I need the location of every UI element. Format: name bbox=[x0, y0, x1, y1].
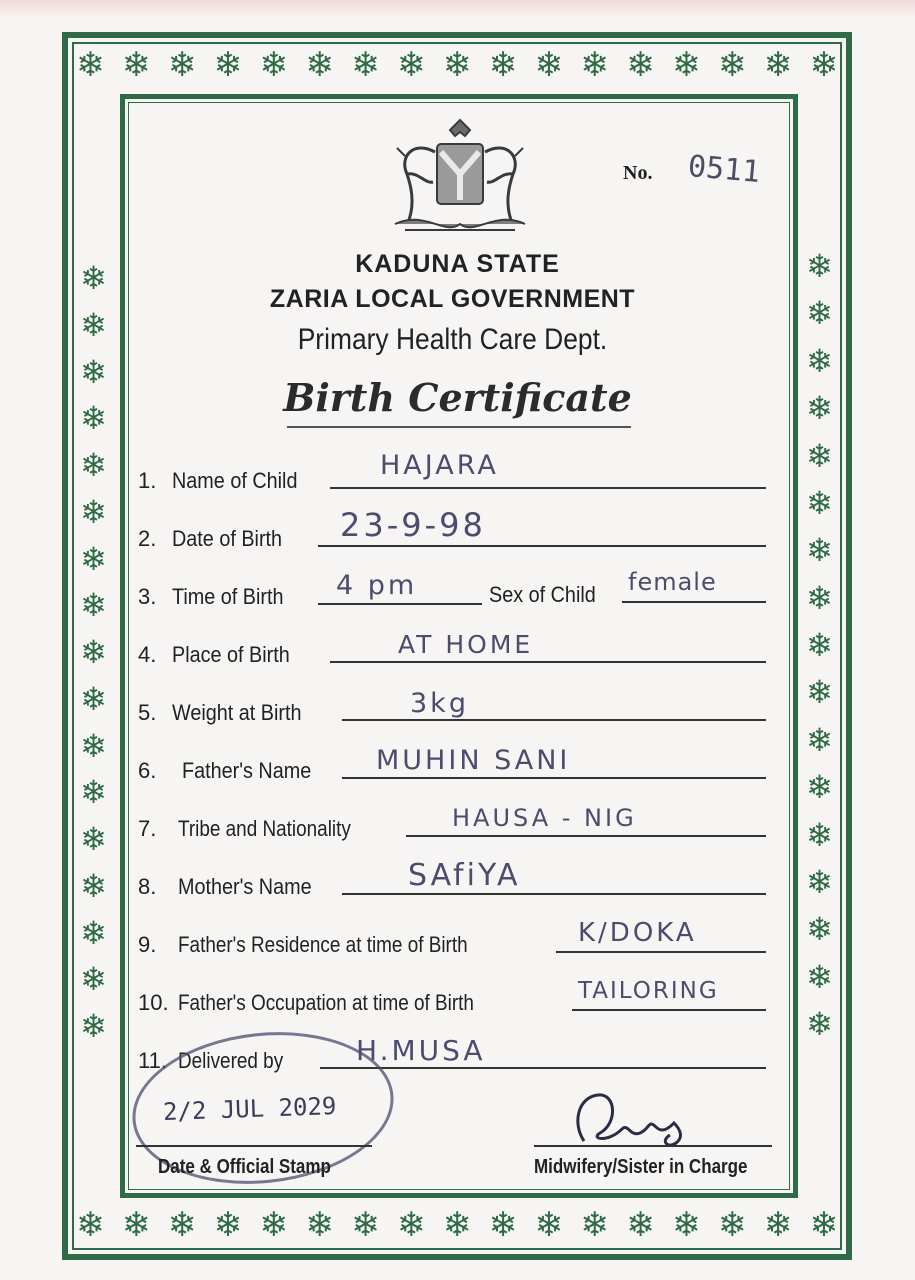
field-label: Father's Residence at time of Birth bbox=[178, 932, 468, 957]
field-number: 11. bbox=[138, 1048, 167, 1073]
field-label: Father's Occupation at time of Birth bbox=[178, 990, 474, 1015]
snowflake-ornament-icon: ❄ bbox=[76, 1205, 105, 1245]
signature bbox=[564, 1083, 704, 1153]
snowflake-ornament-icon: ❄ bbox=[213, 45, 243, 85]
snowflake-ornament-icon: ❄ bbox=[80, 726, 107, 765]
snowflake-ornament-icon: ❄ bbox=[717, 1205, 747, 1245]
date-stamp-caption: Date & Official Stamp bbox=[158, 1156, 331, 1178]
field-tribe-nationality bbox=[138, 806, 379, 842]
sex-of-child-label-wrap bbox=[489, 572, 608, 608]
field-line bbox=[318, 545, 766, 547]
tribe-nationality-value: HAUSA - NIG bbox=[452, 804, 637, 832]
snowflake-ornament-icon: ❄ bbox=[80, 960, 107, 999]
field-line bbox=[342, 893, 766, 895]
field-number: 6. bbox=[138, 758, 157, 783]
midwifery-caption: Midwifery/Sister in Charge bbox=[534, 1156, 748, 1178]
snowflake-ornament-icon: ❄ bbox=[80, 679, 107, 718]
date-of-birth-value: 23-9-98 bbox=[340, 506, 486, 544]
bottom-ornament-row bbox=[76, 1205, 838, 1245]
snowflake-ornament-icon: ❄ bbox=[80, 1007, 107, 1045]
field-place-of-birth bbox=[138, 632, 303, 668]
snowflake-ornament-icon: ❄ bbox=[305, 1205, 334, 1245]
snowflake-ornament-icon: ❄ bbox=[121, 1205, 151, 1245]
snowflake-ornament-icon: ❄ bbox=[80, 913, 107, 952]
snowflake-ornament-icon: ❄ bbox=[80, 773, 107, 812]
field-line bbox=[342, 719, 766, 721]
fathers-occupation-value: TAILORING bbox=[578, 978, 719, 1004]
field-label: Father's Name bbox=[182, 758, 312, 783]
field-name-of-child bbox=[138, 458, 311, 494]
snowflake-ornament-icon: ❄ bbox=[763, 1205, 793, 1245]
field-line bbox=[342, 777, 766, 779]
snowflake-ornament-icon: ❄ bbox=[626, 45, 655, 85]
snowflake-ornament-icon: ❄ bbox=[80, 820, 107, 858]
snowflake-ornament-icon: ❄ bbox=[80, 492, 107, 531]
snowflake-ornament-icon: ❄ bbox=[580, 45, 609, 85]
snowflake-ornament-icon: ❄ bbox=[763, 45, 793, 85]
snowflake-ornament-icon: ❄ bbox=[806, 389, 833, 428]
snowflake-ornament-icon: ❄ bbox=[806, 815, 833, 854]
snowflake-ornament-icon: ❄ bbox=[717, 45, 747, 85]
field-line bbox=[556, 951, 766, 953]
snowflake-ornament-icon: ❄ bbox=[259, 1205, 288, 1245]
snowflake-ornament-icon: ❄ bbox=[80, 633, 107, 671]
field-fathers-name bbox=[138, 748, 326, 784]
department-heading: Primary Health Care Dept. bbox=[297, 323, 608, 356]
snowflake-ornament-icon: ❄ bbox=[396, 1205, 426, 1245]
field-label: Place of Birth bbox=[172, 642, 290, 667]
snowflake-ornament-icon: ❄ bbox=[80, 352, 107, 391]
snowflake-ornament-icon: ❄ bbox=[351, 1205, 380, 1245]
field-label: Time of Birth bbox=[172, 584, 284, 609]
field-number: 2. bbox=[138, 526, 157, 551]
snowflake-ornament-icon: ❄ bbox=[167, 45, 197, 85]
snowflake-ornament-icon: ❄ bbox=[626, 1205, 655, 1245]
snowflake-ornament-icon: ❄ bbox=[806, 247, 833, 285]
snowflake-ornament-icon: ❄ bbox=[534, 1205, 563, 1245]
sex-of-child-value: female bbox=[628, 568, 717, 596]
field-line bbox=[330, 487, 766, 489]
field-mothers-name bbox=[138, 864, 326, 900]
place-of-birth-value: AT HOME bbox=[398, 630, 534, 659]
fathers-residence-value: K/DOKA bbox=[578, 918, 697, 948]
local-government-heading: ZARIA LOCAL GOVERNMENT bbox=[269, 285, 636, 313]
title-underline bbox=[287, 426, 631, 428]
fathers-name-value: MUHIN SANI bbox=[376, 745, 571, 776]
right-ornament-column bbox=[806, 247, 833, 1043]
field-number: 10. bbox=[138, 990, 169, 1015]
certificate-title: Birth Certificate bbox=[283, 375, 632, 420]
snowflake-ornament-icon: ❄ bbox=[806, 720, 833, 759]
snowflake-ornament-icon: ❄ bbox=[396, 45, 426, 85]
snowflake-ornament-icon: ❄ bbox=[806, 483, 833, 522]
coat-of-arms-emblem bbox=[385, 112, 535, 247]
snowflake-ornament-icon: ❄ bbox=[76, 45, 105, 85]
field-fathers-occupation bbox=[138, 980, 522, 1016]
field-fathers-residence bbox=[138, 922, 515, 958]
field-line bbox=[622, 601, 766, 603]
snowflake-ornament-icon: ❄ bbox=[806, 626, 833, 664]
snowflake-ornament-icon: ❄ bbox=[806, 910, 833, 949]
snowflake-ornament-icon: ❄ bbox=[806, 768, 833, 807]
field-time-of-birth bbox=[138, 574, 296, 610]
snowflake-ornament-icon: ❄ bbox=[80, 259, 107, 297]
snowflake-ornament-icon: ❄ bbox=[442, 1205, 472, 1245]
snowflake-ornament-icon: ❄ bbox=[806, 294, 833, 333]
snowflake-ornament-icon: ❄ bbox=[305, 45, 334, 85]
field-line bbox=[572, 1009, 766, 1011]
field-number: 8. bbox=[138, 874, 157, 899]
snowflake-ornament-icon: ❄ bbox=[534, 45, 563, 85]
snowflake-ornament-icon: ❄ bbox=[806, 531, 833, 570]
field-label: Weight at Birth bbox=[172, 700, 302, 725]
field-weight-at-birth bbox=[138, 690, 316, 726]
snowflake-ornament-icon: ❄ bbox=[80, 446, 107, 484]
snowflake-ornament-icon: ❄ bbox=[259, 45, 288, 85]
field-label: Tribe and Nationality bbox=[178, 816, 351, 841]
delivered-by-value: H.MUSA bbox=[356, 1034, 486, 1067]
snowflake-ornament-icon: ❄ bbox=[80, 586, 107, 625]
state-heading: KADUNA STATE bbox=[355, 250, 560, 278]
field-line bbox=[330, 661, 766, 663]
field-number: 9. bbox=[138, 932, 157, 957]
weight-at-birth-value: 3kg bbox=[410, 688, 469, 719]
stamp-date: 2/2 JUL 2029 bbox=[162, 1091, 337, 1127]
snowflake-ornament-icon: ❄ bbox=[80, 539, 107, 578]
mothers-name-value: SAfiYA bbox=[408, 858, 521, 893]
field-number: 3. bbox=[138, 584, 157, 609]
serial-number: 0511 bbox=[686, 148, 762, 191]
snowflake-ornament-icon: ❄ bbox=[80, 866, 107, 905]
field-line bbox=[318, 603, 482, 605]
snowflake-ornament-icon: ❄ bbox=[80, 399, 107, 438]
snowflake-ornament-icon: ❄ bbox=[806, 341, 833, 380]
field-label: Delivered by bbox=[178, 1048, 284, 1073]
signature-line bbox=[534, 1145, 772, 1147]
field-line bbox=[320, 1067, 766, 1069]
snowflake-ornament-icon: ❄ bbox=[809, 45, 838, 85]
top-strip bbox=[0, 0, 915, 18]
snowflake-ornament-icon: ❄ bbox=[488, 1205, 518, 1245]
field-number: 4. bbox=[138, 642, 157, 667]
snowflake-ornament-icon: ❄ bbox=[351, 45, 380, 85]
field-number: 5. bbox=[138, 700, 157, 725]
snowflake-ornament-icon: ❄ bbox=[806, 578, 833, 617]
snowflake-ornament-icon: ❄ bbox=[809, 1205, 838, 1245]
snowflake-ornament-icon: ❄ bbox=[671, 1205, 701, 1245]
snowflake-ornament-icon: ❄ bbox=[671, 45, 701, 85]
snowflake-ornament-icon: ❄ bbox=[806, 862, 833, 901]
sex-of-child-label: Sex of Child bbox=[489, 582, 596, 607]
snowflake-ornament-icon: ❄ bbox=[213, 1205, 243, 1245]
field-number: 7. bbox=[138, 816, 157, 841]
snowflake-ornament-icon: ❄ bbox=[806, 1005, 833, 1043]
time-of-birth-value: 4 pm bbox=[336, 570, 418, 601]
snowflake-ornament-icon: ❄ bbox=[806, 436, 833, 475]
serial-label: No. bbox=[623, 162, 653, 184]
snowflake-ornament-icon: ❄ bbox=[442, 45, 472, 85]
snowflake-ornament-icon: ❄ bbox=[121, 45, 151, 85]
snowflake-ornament-icon: ❄ bbox=[488, 45, 518, 85]
field-line bbox=[406, 835, 766, 837]
snowflake-ornament-icon: ❄ bbox=[580, 1205, 609, 1245]
snowflake-ornament-icon: ❄ bbox=[167, 1205, 197, 1245]
stamp-line bbox=[136, 1145, 372, 1147]
field-label: Date of Birth bbox=[172, 526, 283, 551]
top-ornament-row bbox=[76, 45, 838, 85]
field-label: Name of Child bbox=[172, 468, 298, 493]
field-label: Mother's Name bbox=[178, 874, 312, 899]
name-of-child-value: HAJARA bbox=[380, 450, 499, 481]
field-number: 1. bbox=[138, 468, 157, 493]
snowflake-ornament-icon: ❄ bbox=[80, 305, 107, 344]
snowflake-ornament-icon: ❄ bbox=[806, 673, 833, 712]
field-date-of-birth bbox=[138, 516, 294, 552]
snowflake-ornament-icon: ❄ bbox=[806, 957, 833, 996]
